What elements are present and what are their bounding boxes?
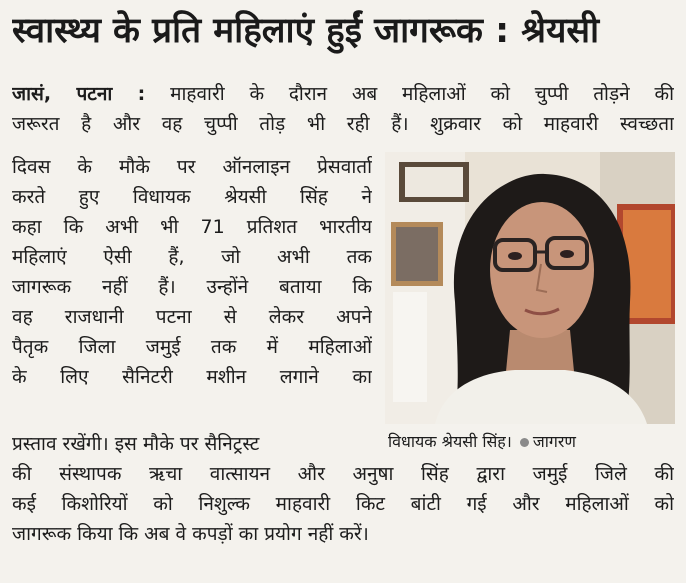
article-photo: [385, 152, 675, 424]
article-line: जागरूक नहीं हैं। उन्होंने बताया कि: [12, 276, 372, 298]
article-line: प्रस्ताव रखेंगी। इस मौके पर सैनिट्रस्ट: [12, 433, 260, 455]
article-line: पैतृक जिला जमुई तक में महिलाओं: [12, 336, 372, 358]
article-line: कहा कि अभी भी 71 प्रतिशत भारतीय: [12, 216, 372, 238]
article-line: दिवस के मौके पर ऑनलाइन प्रेसवार्ता: [12, 156, 372, 178]
article-line: जागरूक किया कि अब वे कपड़ों का प्रयोग नहीं करें।: [12, 523, 369, 545]
article-body-top: [12, 79, 674, 139]
article-line: जासं, पटना : माहवारी के दौरान अब महिलाओं को चुप्पी तोड़ने की: [12, 83, 674, 105]
headline: स्वास्थ्य के प्रति महिलाएं हुईं जागरूक : श्रेयसी: [12, 11, 600, 51]
article-line: के लिए सैनिटरी मशीन लगाने का: [12, 366, 372, 388]
credit-dot-icon: [520, 438, 529, 447]
photo-credit: जागरण: [532, 432, 576, 451]
article-line: जरूरत है और वह चुप्पी तोड़ भी रही हैं। शुक्रवार को माहवारी स्वच्छता: [12, 113, 674, 135]
photo-caption: [388, 427, 678, 457]
article-body-bottom: [12, 459, 674, 549]
article-line: करते हुए विधायक श्रेयसी सिंह ने: [12, 186, 372, 208]
article-body-left-column: [12, 152, 372, 392]
article-line: कई किशोरियों को निशुल्क माहवारी किट बांटी गई और महिलाओं को: [12, 493, 674, 515]
article-line: वह राजधानी पटना से लेकर अपने: [12, 306, 372, 328]
article-line: महिलाएं ऐसी हैं, जो अभी तक: [12, 246, 372, 268]
portrait-photo-icon: [385, 152, 675, 424]
article-body-caption-row: [12, 429, 380, 459]
article-line: की संस्थापक ऋचा वात्सायन और अनुषा सिंह द्वारा जमुई जिले की: [12, 463, 674, 485]
photo-caption-text: विधायक श्रेयसी सिंह।: [388, 432, 512, 451]
byline: जासं, पटना :: [12, 83, 146, 105]
